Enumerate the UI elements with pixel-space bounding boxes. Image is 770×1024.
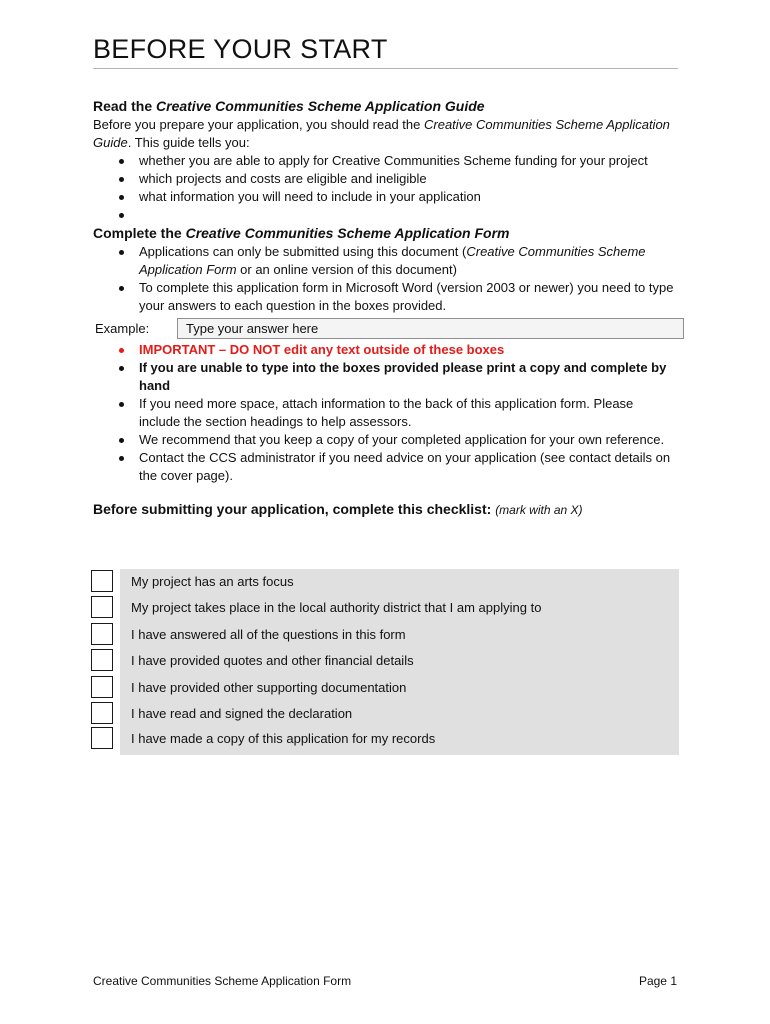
list-item-text: If you need more space, attach information to the back of this application form. Please include the section headings to help assessors. <box>139 396 634 429</box>
list-item <box>139 279 678 315</box>
bullet-icon <box>119 213 124 218</box>
list-item <box>139 152 678 170</box>
intro-text-end: . This guide tells you: <box>127 135 250 150</box>
checklist-item-label: My project has an arts focus <box>131 574 294 589</box>
checklist-item-label: I have answered all of the questions in this form <box>131 627 406 642</box>
intro-text: Before you prepare your application, you should read the <box>93 117 424 132</box>
heading-form-title: Creative Communities Scheme Application Form <box>185 225 510 241</box>
title-divider <box>93 68 678 69</box>
list-item-text: Applications can only be submitted using this document ( <box>139 244 467 259</box>
list-item <box>139 170 678 188</box>
list-item <box>139 449 678 485</box>
form-instructions-list <box>93 341 678 485</box>
bullet-icon <box>119 286 124 291</box>
checklist-item-label: My project takes place in the local authority district that I am applying to <box>131 600 542 615</box>
list-item-text: We recommend that you keep a copy of your completed application for your own reference. <box>139 432 665 447</box>
checklist-table <box>85 569 679 755</box>
checklist-item-label: I have read and signed the declaration <box>131 706 353 721</box>
intro-guide-title: Creative Communities Scheme Application Guide <box>93 117 670 150</box>
bullet-icon <box>119 438 124 443</box>
checklist-row <box>85 595 679 621</box>
warning-text: IMPORTANT – DO NOT edit any text outside of these boxes <box>139 342 505 357</box>
list-item <box>139 243 678 279</box>
footer-page-number: Page 1 <box>638 974 677 988</box>
heading-prefix: Read the <box>93 98 157 114</box>
checklist-row <box>85 648 679 674</box>
checkbox[interactable] <box>91 570 113 592</box>
checkbox[interactable] <box>91 702 113 724</box>
checklist-heading <box>93 500 678 520</box>
example-label: Example: <box>95 321 150 336</box>
checklist-row <box>85 701 679 727</box>
list-item <box>139 206 678 224</box>
list-item <box>139 359 678 395</box>
bullet-icon <box>119 159 124 164</box>
guide-intro-paragraph <box>93 116 678 152</box>
checkbox[interactable] <box>91 596 113 618</box>
checklist-row <box>85 622 679 648</box>
checkbox[interactable] <box>91 676 113 698</box>
example-answer-box[interactable]: Type your answer here <box>177 318 684 339</box>
list-item <box>139 431 678 449</box>
bullet-icon <box>119 402 124 407</box>
bullet-icon <box>119 456 124 461</box>
list-item-text: which projects and costs are eligible and ineligible <box>139 171 427 186</box>
checklist-item-label: I have provided other supporting documentation <box>131 680 407 695</box>
checklist-row <box>85 726 679 752</box>
important-warning <box>139 341 678 359</box>
checklist-row <box>85 569 679 595</box>
checklist-item-label: I have made a copy of this application for my records <box>131 731 436 746</box>
bullet-icon <box>119 177 124 182</box>
main-content <box>93 97 678 520</box>
checkbox[interactable] <box>91 623 113 645</box>
list-item-text: whether you are able to apply for Creative Communities Scheme funding for your project <box>139 153 648 168</box>
checklist-item-label: I have provided quotes and other financial details <box>131 653 414 668</box>
checkbox[interactable] <box>91 727 113 749</box>
form-bullet-list <box>93 243 678 315</box>
bullet-icon <box>119 250 124 255</box>
footer-document-title: Creative Communities Scheme Application Form <box>93 974 352 988</box>
section-heading-read-guide <box>93 97 678 116</box>
heading-prefix: Complete the <box>93 225 186 241</box>
bullet-icon <box>119 348 124 353</box>
list-item-text-end: or an online version of this document) <box>236 262 457 277</box>
list-item-text: what information you will need to include in your application <box>139 189 481 204</box>
list-item-italic: Creative Communities Scheme Application Form <box>139 244 646 277</box>
heading-guide-title: Creative Communities Scheme Application Guide <box>156 98 485 114</box>
example-row <box>93 318 678 340</box>
list-item <box>139 188 678 206</box>
checkbox[interactable] <box>91 649 113 671</box>
bullet-icon <box>119 366 124 371</box>
list-item-text: Contact the CCS administrator if you need advice on your application (see contact details on the cover page). <box>139 450 671 483</box>
section-heading-complete-form <box>93 224 678 243</box>
list-item-text: To complete this application form in Microsoft Word (version 2003 or newer) you need to type your answers to each question in the boxes provided. <box>139 280 674 313</box>
list-item <box>139 395 678 431</box>
bullet-icon <box>119 195 124 200</box>
checklist-heading-text: Before submitting your application, complete this checklist: <box>93 501 492 517</box>
list-item-text: If you are unable to type into the boxes provided please print a copy and complete by hand <box>139 360 667 393</box>
page-title: BEFORE YOUR START <box>93 34 388 64</box>
checklist-note: (mark with an X) <box>495 503 583 517</box>
checklist-row <box>85 675 679 701</box>
guide-bullet-list <box>93 152 678 224</box>
